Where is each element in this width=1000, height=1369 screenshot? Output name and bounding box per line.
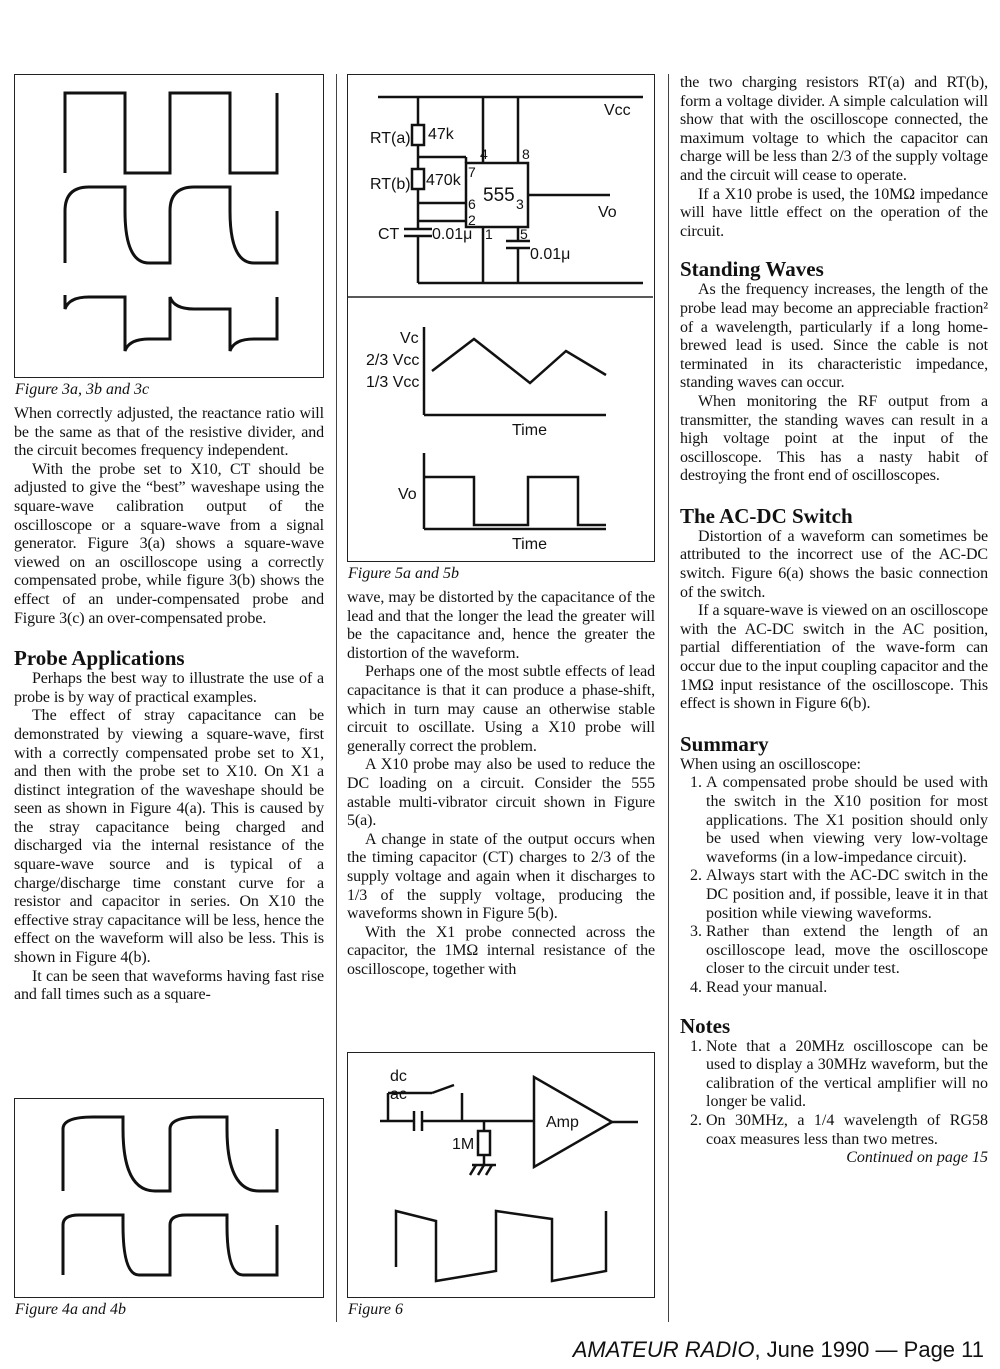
note-item: 1. Note that a 20MHz oscilloscope can be used to display a 30MHz waveform, but the calibration of the vertical amplifier will no longer be valid. <box>706 1038 988 1112</box>
col3-para-4: When monitoring the RF output from a transmitter, the standing waves can result in a high voltage point at the input of the oscilloscope. This has a nasty habit of destroying the front end of oscilloscopes. <box>680 392 988 485</box>
column-1 <box>14 74 324 1005</box>
pin-8: 8 <box>522 146 530 162</box>
waveform-3c <box>65 295 277 351</box>
summary-item: 2. Always start with the AC-DC switch in the DC position and, if possible, leave it in that position while viewing waveforms. <box>706 867 988 923</box>
ct-value: 0.01μ <box>432 226 473 243</box>
heading-ac-dc-switch: The AC-DC Switch <box>680 503 853 528</box>
vo-wave-label: Vo <box>398 486 417 503</box>
vcc-label: Vcc <box>604 102 631 119</box>
note-item: 2. On 30MHz, a 1/4 wavelength of RG58 coax measures less than two metres. <box>706 1112 988 1149</box>
rta-label: RT(a) <box>370 130 411 147</box>
waveform-4b <box>63 1215 277 1275</box>
column-rule-right <box>668 74 669 1322</box>
summary-item: 1. A compensated probe should be used with the switch in the X10 position for most applications. The X1 position should only be used when viewing very low-voltage waveforms (in a low-impedance circuit). <box>706 774 988 867</box>
figure-4-block <box>14 1098 324 1325</box>
col1-para-5: It can be seen that waveforms having fast rise and fall times such as a square- <box>14 967 324 1004</box>
pin-1: 1 <box>485 226 493 242</box>
pin-6: 6 <box>468 196 476 212</box>
col1-para-2: With the probe set to X10, CT should be adjusted to give the “best” waveshape using the square-wave calibration output of the oscilloscope or a square-wave from a signal generator. Figure 3(a) shows a square-wave viewed on an oscilloscope using a correctly compensated probe, while figure 3(b) shows the effect of an under-compensated probe and Figure 3(c) an over-compensated probe. <box>14 460 324 627</box>
waveform-3b <box>65 187 277 263</box>
col3-para-6: If a square-wave is viewed on an oscilloscope with the AC-DC switch in the AC position, partial differentiation of the wave-form can occur due to the input coupling capacitor and the 1MΩ input resistance of the oscilloscope. This effect is shown in Figure 6(b). <box>680 602 988 713</box>
figure-3-box <box>14 74 324 378</box>
figure-5-diagram <box>348 75 653 560</box>
notes-list <box>680 1038 988 1150</box>
time-label-5b: Time <box>512 536 547 553</box>
col2-para-3: A X10 probe may also be used to reduce the DC loading on a circuit. Consider the 555 astable multi-vibrator circuit shown in Figure 5(a). <box>347 756 655 830</box>
circuit-6-ac-dc-switch <box>380 1077 638 1281</box>
waveform-5b <box>424 453 606 529</box>
figure-5-box <box>347 74 655 562</box>
c2-value: 0.01μ <box>530 246 571 263</box>
heading-summary: Summary <box>680 731 769 756</box>
col2-para-5: With the X1 probe connected across the capacitor, the 1MΩ internal resistance of the oscilloscope, together with <box>347 923 655 978</box>
switch-blade <box>432 1085 454 1093</box>
lo-threshold-label: 1/3 Vcc <box>366 374 420 391</box>
column-2 <box>347 74 655 979</box>
amp-label: Amp <box>546 1114 579 1131</box>
issue-date: , June 1990 — <box>754 1337 904 1362</box>
waveform-3a <box>65 93 277 173</box>
resistor-label: 1M <box>452 1136 475 1153</box>
time-label-5a: Time <box>512 422 547 439</box>
chip-label: 555 <box>483 185 515 206</box>
resistor-rtb <box>412 169 424 189</box>
continued-note: Continued on page 15 <box>846 1149 988 1167</box>
summary-intro: When using an oscilloscope: <box>680 755 861 773</box>
pin-5: 5 <box>520 226 528 242</box>
r2-value: 470k <box>426 172 461 189</box>
heading-standing-waves: Standing Waves <box>680 257 824 282</box>
column-3 <box>680 74 988 1168</box>
ct-label: CT <box>378 226 400 243</box>
vo-label: Vo <box>598 204 617 221</box>
col2-para-1: wave, may be distorted by the capacitance of the lead and that the longer the lead the greater will be the capacitance and, hence the greater the distortion of the waveform. <box>347 589 655 662</box>
figure-6-caption: Figure 6 <box>348 1301 403 1318</box>
resistor-rta <box>412 125 424 145</box>
col3-para-3: As the frequency increases, the length of the probe lead may become an appreciable fraction² of a wavelength, particularly if a long home-brewed lead is used. Since the cable is not terminated in its characteristic impedance, standing waves can occur. <box>680 281 988 392</box>
figure-6-diagram <box>348 1053 653 1296</box>
col3-para-1: the two charging resistors RT(a) and RT(b), form a voltage divider. A simple calculation will show that with the oscilloscope connected, the maximum voltage to which the capacitor can charge will be less than 2/3 of the supply voltage and the circuit will cease to operate. <box>680 74 988 184</box>
hi-threshold-label: 2/3 Vcc <box>366 352 420 369</box>
figure-5-caption: Figure 5a and 5b <box>348 565 459 582</box>
magazine-name: AMATEUR RADIO <box>572 1337 755 1362</box>
col2-para-4: A change in state of the output occurs when the timing capacitor (CT) charges to 2/3 of the supply voltage and again when it discharges to 1/3 of the supply voltage, producing the waveforms shown in Figure 5(b). <box>347 830 655 923</box>
figure-4-waveforms <box>15 1099 322 1296</box>
heading-notes: Notes <box>680 1013 731 1038</box>
figure-6-box <box>347 1052 655 1298</box>
figure-3-caption: Figure 3a, 3b and 3c <box>15 381 150 398</box>
summary-item: 4. Read your manual. <box>706 979 988 998</box>
pin-7: 7 <box>468 164 476 180</box>
col3-para-2: If a X10 probe is used, the 10MΩ impedance will have little effect on the operation of the circuit. <box>680 185 988 240</box>
col1-para-3: Perhaps the best way to illustrate the use of a probe is by way of practical examples. <box>14 670 324 706</box>
vc-label: Vc <box>400 330 419 347</box>
page-footer <box>573 1337 984 1363</box>
column-rule-left <box>336 74 337 1322</box>
figure-4-box <box>14 1098 324 1298</box>
summary-list <box>680 774 988 997</box>
col3-para-5: Distortion of a waveform can sometimes be attributed to the incorrect use of the AC-DC switch. Figure 6(a) shows the basic connection of the switch. <box>680 527 988 601</box>
page-number: Page 11 <box>903 1337 984 1362</box>
heading-probe-applications: Probe Applications <box>14 646 185 671</box>
r1-value: 47k <box>428 126 454 143</box>
figure-6-block <box>347 1052 655 1325</box>
resistor-1m <box>478 1131 490 1155</box>
rtb-label: RT(b) <box>370 176 411 193</box>
summary-item: 3. Rather than extend the length of an oscilloscope lead, move the oscilloscope closer to the circuit under test. <box>706 923 988 979</box>
col1-para-1: When correctly adjusted, the reactance ratio will be the same as that of the resistive divider, and the circuit becomes frequency independent. <box>14 405 324 460</box>
pin-3: 3 <box>516 196 524 212</box>
ac-label: ac <box>390 1086 407 1103</box>
figure-3-waveforms <box>15 75 322 376</box>
waveform-6b <box>396 1211 606 1281</box>
waveform-5a <box>424 327 606 415</box>
pin-2: 2 <box>468 212 476 228</box>
dc-label: dc <box>390 1068 407 1085</box>
figure-4-caption: Figure 4a and 4b <box>15 1301 126 1318</box>
waveform-4a <box>63 1117 277 1191</box>
pin-4: 4 <box>480 146 488 162</box>
col1-para-4: The effect of stray capacitance can be demonstrated by viewing a square-wave, first with a correctly compensated probe set to X1, and then with the probe set to X10. On X1 a distinct integration of the waveshape should be seen as shown in Figure 4(a). This is caused by the stray capacitance being charged and discharged via the internal resistance of the square-wave source and is typical of a charge/discharge time constant curve for a resistor and capacitor in series. On X10 the effective stray capacitance will be less, hence the effect on the waveform will also be less. This is shown in Figure 4(b). <box>14 707 324 967</box>
col2-para-2: Perhaps one of the most subtle effects of lead capacitance is that it can produce a phase-shift, which in turn may cause an otherwise stable circuit to oscillate. Using a X10 probe will generally correct the problem. <box>347 663 655 755</box>
